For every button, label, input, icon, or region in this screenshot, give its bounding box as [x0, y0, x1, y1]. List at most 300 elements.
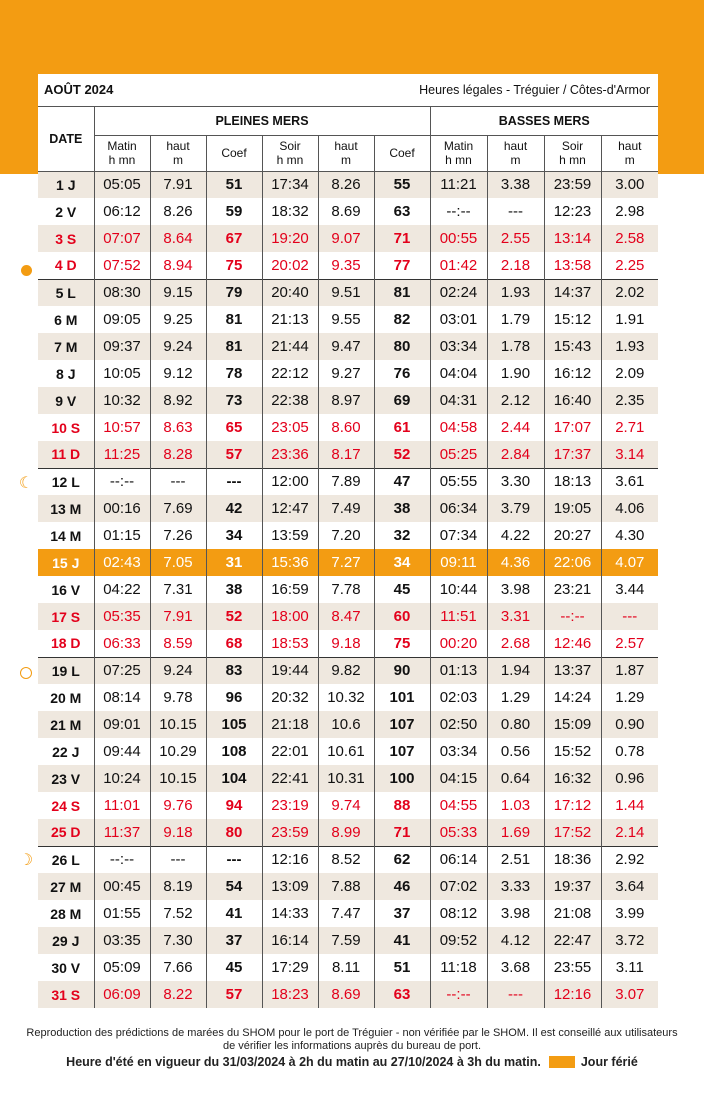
high-am-coef: ---: [206, 846, 262, 873]
high-am-time: 02:43: [94, 549, 150, 576]
high-pm-coef: 62: [374, 846, 430, 873]
date-cell: 1 J: [56, 176, 76, 193]
table-row: [38, 387, 658, 414]
disclaimer-text: Reproduction des prédictions de marées du SHOM pour le port de Tréguier - non vérifiée par le SHOM. Il est conseillé aux utilisateurs de vérifier les informations auprès du bureau de port.: [26, 1027, 678, 1052]
date-cell: 17 S: [51, 608, 81, 625]
low-am-time: 10:44: [430, 576, 487, 603]
low-pm-height: 3.11: [601, 954, 658, 981]
high-pm-height: 7.88: [318, 873, 374, 900]
low-am-time: 02:50: [430, 711, 487, 738]
table-row: [38, 819, 658, 846]
high-pm-time: 21:44: [262, 333, 318, 360]
table-row: [38, 252, 658, 279]
high-pm-height: 8.69: [318, 198, 374, 225]
low-pm-height: 2.71: [601, 414, 658, 441]
high-am-time: 05:09: [94, 954, 150, 981]
high-am-coef: 42: [206, 495, 262, 522]
table-row: [38, 414, 658, 441]
low-pm-time: 18:13: [544, 468, 601, 495]
high-am-coef: ---: [206, 468, 262, 495]
high-am-height: 9.15: [150, 279, 206, 306]
date-cell: 4 D: [54, 257, 77, 274]
high-pm-time: 13:59: [262, 522, 318, 549]
high-pm-coef: 101: [374, 684, 430, 711]
high-pm-time: 23:59: [262, 819, 318, 846]
high-pm-coef: 82: [374, 306, 430, 333]
date-cell: 26 L: [38, 846, 94, 873]
high-am-time: 06:12: [94, 198, 150, 225]
low-am-height: 1.69: [487, 819, 544, 846]
low-pm-height: 1.44: [601, 792, 658, 819]
table-row: [38, 954, 658, 981]
high-am-coef: 57: [206, 441, 262, 468]
low-pm-time: 16:12: [544, 360, 601, 387]
high-am-time: 09:37: [94, 333, 150, 360]
low-am-height: 2.12: [487, 387, 544, 414]
col-high-pm-coef: Coef: [374, 135, 430, 171]
table-row: [38, 441, 658, 468]
low-am-time: 11:51: [430, 603, 487, 630]
table-row: [38, 576, 658, 603]
high-pm-time: 12:16: [262, 846, 318, 873]
low-pm-height: 3.07: [601, 981, 658, 1008]
high-am-time: 09:01: [94, 711, 150, 738]
high-pm-time: 18:00: [262, 603, 318, 630]
low-pm-time: 17:52: [544, 819, 601, 846]
high-am-height: 7.91: [150, 603, 206, 630]
high-pm-time: 16:14: [262, 927, 318, 954]
low-am-height: 3.98: [487, 576, 544, 603]
low-am-height: 1.79: [487, 306, 544, 333]
date-cell: 7 M: [54, 338, 78, 355]
table-row: [38, 981, 658, 1008]
high-am-coef: 79: [206, 279, 262, 306]
high-pm-coef: 46: [374, 873, 430, 900]
low-pm-time: 12:16: [544, 981, 601, 1008]
high-pm-height: 8.11: [318, 954, 374, 981]
high-am-coef: 104: [206, 765, 262, 792]
high-pm-height: 9.55: [318, 306, 374, 333]
col-high-am-time: Matin h mn: [94, 135, 150, 171]
low-pm-height: 3.14: [601, 441, 658, 468]
date-cell: 12 L: [38, 468, 94, 495]
low-am-height: 4.36: [487, 549, 544, 576]
high-am-time: 11:37: [94, 819, 150, 846]
date-cell: 8 J: [56, 365, 76, 382]
high-am-coef: 108: [206, 738, 262, 765]
high-am-height: 9.76: [150, 792, 206, 819]
date-cell: 16 V: [51, 581, 81, 598]
col-high-am-coef: Coef: [206, 135, 262, 171]
low-am-time: 11:21: [430, 171, 487, 198]
high-am-time: 10:05: [94, 360, 150, 387]
col-high-am-height: haut m: [150, 135, 206, 171]
table-row: [38, 792, 658, 819]
low-pm-height: 1.87: [601, 657, 658, 684]
col-low-pm-time: Soir h mn: [544, 135, 601, 171]
low-pm-time: --:--: [544, 603, 601, 630]
high-am-height: 8.28: [150, 441, 206, 468]
high-am-coef: 59: [206, 198, 262, 225]
high-am-height: 7.91: [150, 171, 206, 198]
low-am-height: 0.64: [487, 765, 544, 792]
high-pm-height: 8.47: [318, 603, 374, 630]
high-pm-time: 17:29: [262, 954, 318, 981]
low-pm-height: 2.58: [601, 225, 658, 252]
low-pm-time: 14:24: [544, 684, 601, 711]
high-pm-height: 8.97: [318, 387, 374, 414]
low-am-height: 0.56: [487, 738, 544, 765]
low-pm-time: 15:43: [544, 333, 601, 360]
high-pm-time: 21:13: [262, 306, 318, 333]
low-pm-time: 23:59: [544, 171, 601, 198]
table-row: [38, 900, 658, 927]
table-row: [38, 657, 658, 684]
high-pm-time: 18:53: [262, 630, 318, 657]
high-pm-height: 8.17: [318, 441, 374, 468]
low-pm-height: 0.78: [601, 738, 658, 765]
low-am-height: 3.98: [487, 900, 544, 927]
low-pm-time: 23:21: [544, 576, 601, 603]
low-pm-time: 15:52: [544, 738, 601, 765]
high-am-time: --:--: [94, 468, 150, 495]
date-cell: 27 M: [50, 878, 82, 895]
tide-table: [38, 74, 658, 1008]
table-row: [38, 279, 658, 306]
high-pm-height: 7.47: [318, 900, 374, 927]
table-row: [38, 630, 658, 657]
low-am-time: 03:34: [430, 738, 487, 765]
date-cell: 2 V: [55, 203, 77, 220]
holiday-legend-label: Jour férié: [580, 1055, 638, 1069]
low-am-height: 2.44: [487, 414, 544, 441]
date-cell: 5 L: [38, 279, 94, 306]
summer-time-note: [20, 1055, 684, 1069]
table-row: [38, 765, 658, 792]
low-pm-height: 0.90: [601, 711, 658, 738]
high-pm-coef: 76: [374, 360, 430, 387]
high-pm-time: 22:38: [262, 387, 318, 414]
high-am-coef: 67: [206, 225, 262, 252]
high-pm-height: 9.74: [318, 792, 374, 819]
high-pm-time: 12:47: [262, 495, 318, 522]
high-am-time: 11:25: [94, 441, 150, 468]
table-row: [38, 495, 658, 522]
low-tide-group-header: BASSES MERS: [430, 106, 658, 135]
high-pm-coef: 69: [374, 387, 430, 414]
high-am-time: 07:52: [94, 252, 150, 279]
low-am-time: 04:55: [430, 792, 487, 819]
date-column-header: DATE: [38, 106, 94, 171]
low-pm-time: 23:55: [544, 954, 601, 981]
last-quarter-moon-icon: ☽: [18, 852, 34, 869]
low-pm-time: 17:12: [544, 792, 601, 819]
new-moon-icon: [18, 262, 34, 278]
low-am-time: --:--: [430, 981, 487, 1008]
low-am-height: 4.12: [487, 927, 544, 954]
table-row: [38, 549, 658, 576]
high-pm-time: 20:40: [262, 279, 318, 306]
table-row: [38, 522, 658, 549]
high-am-height: ---: [150, 846, 206, 873]
low-am-time: 09:52: [430, 927, 487, 954]
low-am-time: 05:33: [430, 819, 487, 846]
high-pm-time: 21:18: [262, 711, 318, 738]
high-pm-time: 17:34: [262, 171, 318, 198]
table-row: [38, 360, 658, 387]
date-cell: 9 V: [55, 392, 77, 409]
low-pm-time: 16:40: [544, 387, 601, 414]
high-pm-time: 20:02: [262, 252, 318, 279]
high-am-coef: 34: [206, 522, 262, 549]
high-am-coef: 105: [206, 711, 262, 738]
high-am-height: 10.29: [150, 738, 206, 765]
low-am-height: 1.94: [487, 657, 544, 684]
low-am-time: 05:55: [430, 468, 487, 495]
high-pm-time: 15:36: [262, 549, 318, 576]
high-am-time: 05:35: [94, 603, 150, 630]
low-am-height: 2.84: [487, 441, 544, 468]
low-pm-time: 13:58: [544, 252, 601, 279]
table-row: [38, 603, 658, 630]
low-am-time: 03:01: [430, 306, 487, 333]
high-am-height: 8.59: [150, 630, 206, 657]
high-am-height: 9.24: [150, 333, 206, 360]
low-am-height: 3.79: [487, 495, 544, 522]
low-am-height: ---: [487, 198, 544, 225]
high-pm-time: 18:32: [262, 198, 318, 225]
high-am-coef: 45: [206, 954, 262, 981]
low-am-height: 3.68: [487, 954, 544, 981]
low-pm-height: 2.25: [601, 252, 658, 279]
low-pm-height: 2.35: [601, 387, 658, 414]
high-pm-coef: 45: [374, 576, 430, 603]
high-am-coef: 38: [206, 576, 262, 603]
month-title: AOÛT 2024: [38, 74, 206, 106]
high-am-time: 09:05: [94, 306, 150, 333]
low-am-time: 02:24: [430, 279, 487, 306]
table-row: [38, 306, 658, 333]
low-am-time: 07:34: [430, 522, 487, 549]
high-pm-coef: 51: [374, 954, 430, 981]
high-am-height: 8.64: [150, 225, 206, 252]
low-pm-time: 13:14: [544, 225, 601, 252]
high-pm-coef: 80: [374, 333, 430, 360]
high-am-height: 9.78: [150, 684, 206, 711]
low-pm-time: 19:05: [544, 495, 601, 522]
low-pm-height: 2.98: [601, 198, 658, 225]
high-pm-coef: 71: [374, 819, 430, 846]
high-pm-height: 7.89: [318, 468, 374, 495]
high-am-height: 7.52: [150, 900, 206, 927]
low-am-time: 09:11: [430, 549, 487, 576]
high-am-time: 07:25: [94, 657, 150, 684]
high-pm-height: 8.52: [318, 846, 374, 873]
low-am-height: 1.90: [487, 360, 544, 387]
date-cell: 14 M: [50, 527, 82, 544]
low-am-time: 00:20: [430, 630, 487, 657]
high-pm-time: 19:20: [262, 225, 318, 252]
date-cell: 19 L: [38, 657, 94, 684]
high-am-time: 00:16: [94, 495, 150, 522]
high-am-time: 11:01: [94, 792, 150, 819]
high-am-height: 9.24: [150, 657, 206, 684]
low-pm-time: 13:37: [544, 657, 601, 684]
low-pm-height: 0.96: [601, 765, 658, 792]
low-pm-height: 1.91: [601, 306, 658, 333]
table-row: [38, 738, 658, 765]
low-am-time: 07:02: [430, 873, 487, 900]
high-pm-time: 23:19: [262, 792, 318, 819]
low-am-height: 3.30: [487, 468, 544, 495]
high-pm-height: 10.61: [318, 738, 374, 765]
date-cell: 22 J: [52, 743, 80, 760]
high-am-coef: 52: [206, 603, 262, 630]
high-pm-coef: 77: [374, 252, 430, 279]
high-pm-coef: 60: [374, 603, 430, 630]
high-am-height: 10.15: [150, 711, 206, 738]
low-pm-time: 15:09: [544, 711, 601, 738]
low-am-time: 08:12: [430, 900, 487, 927]
col-high-pm-height: haut m: [318, 135, 374, 171]
high-pm-time: 23:05: [262, 414, 318, 441]
high-pm-coef: 41: [374, 927, 430, 954]
date-cell: 20 M: [50, 689, 82, 706]
location-label: Heures légales - Tréguier / Côtes-d'Armor: [206, 74, 658, 106]
low-am-time: 01:42: [430, 252, 487, 279]
low-am-time: 04:04: [430, 360, 487, 387]
high-pm-coef: 81: [374, 279, 430, 306]
first-quarter-moon-icon: ☾: [18, 475, 34, 492]
low-pm-height: 2.92: [601, 846, 658, 873]
low-pm-height: 3.00: [601, 171, 658, 198]
low-pm-height: 3.99: [601, 900, 658, 927]
high-pm-coef: 52: [374, 441, 430, 468]
table-row: [38, 873, 658, 900]
high-am-time: 10:32: [94, 387, 150, 414]
high-am-height: ---: [150, 468, 206, 495]
high-pm-time: 23:36: [262, 441, 318, 468]
low-pm-time: 20:27: [544, 522, 601, 549]
high-am-time: 09:44: [94, 738, 150, 765]
high-pm-coef: 34: [374, 549, 430, 576]
high-pm-time: 19:44: [262, 657, 318, 684]
high-pm-height: 7.78: [318, 576, 374, 603]
high-am-height: 8.26: [150, 198, 206, 225]
high-pm-coef: 100: [374, 765, 430, 792]
high-am-coef: 73: [206, 387, 262, 414]
date-cell: 21 M: [50, 716, 82, 733]
date-cell: 29 J: [52, 932, 80, 949]
high-am-height: 7.30: [150, 927, 206, 954]
date-cell: 30 V: [51, 959, 81, 976]
low-am-time: 04:58: [430, 414, 487, 441]
low-pm-height: 3.61: [601, 468, 658, 495]
col-low-pm-height: haut m: [601, 135, 658, 171]
high-am-coef: 57: [206, 981, 262, 1008]
high-am-time: 07:07: [94, 225, 150, 252]
high-am-height: 10.15: [150, 765, 206, 792]
high-pm-height: 9.18: [318, 630, 374, 657]
high-am-coef: 81: [206, 333, 262, 360]
low-am-height: 3.31: [487, 603, 544, 630]
date-cell: 13 M: [50, 500, 82, 517]
high-am-height: 8.22: [150, 981, 206, 1008]
high-am-coef: 65: [206, 414, 262, 441]
low-pm-height: 4.07: [601, 549, 658, 576]
high-pm-height: 9.35: [318, 252, 374, 279]
high-pm-time: 22:12: [262, 360, 318, 387]
high-am-time: 06:33: [94, 630, 150, 657]
low-pm-height: 3.72: [601, 927, 658, 954]
high-pm-height: 10.6: [318, 711, 374, 738]
high-pm-coef: 37: [374, 900, 430, 927]
high-pm-height: 8.69: [318, 981, 374, 1008]
high-am-coef: 78: [206, 360, 262, 387]
high-pm-time: 13:09: [262, 873, 318, 900]
low-pm-time: 16:32: [544, 765, 601, 792]
high-am-time: 06:09: [94, 981, 150, 1008]
low-am-height: 2.18: [487, 252, 544, 279]
high-pm-coef: 61: [374, 414, 430, 441]
low-pm-height: 1.29: [601, 684, 658, 711]
high-pm-height: 8.60: [318, 414, 374, 441]
low-am-time: 04:15: [430, 765, 487, 792]
table-row: [38, 171, 658, 198]
high-am-coef: 81: [206, 306, 262, 333]
date-cell: 23 V: [51, 770, 81, 787]
low-pm-height: 1.93: [601, 333, 658, 360]
high-pm-coef: 71: [374, 225, 430, 252]
low-pm-time: 21:08: [544, 900, 601, 927]
high-pm-height: 7.20: [318, 522, 374, 549]
low-am-time: 00:55: [430, 225, 487, 252]
high-pm-coef: 63: [374, 198, 430, 225]
low-am-time: 06:14: [430, 846, 487, 873]
table-row: [38, 198, 658, 225]
low-pm-time: 22:06: [544, 549, 601, 576]
high-am-time: 00:45: [94, 873, 150, 900]
low-am-height: 2.55: [487, 225, 544, 252]
high-am-coef: 94: [206, 792, 262, 819]
high-am-coef: 54: [206, 873, 262, 900]
low-am-height: 0.80: [487, 711, 544, 738]
high-pm-height: 8.26: [318, 171, 374, 198]
high-pm-time: 16:59: [262, 576, 318, 603]
high-am-coef: 80: [206, 819, 262, 846]
high-pm-coef: 47: [374, 468, 430, 495]
high-pm-coef: 107: [374, 738, 430, 765]
low-am-height: ---: [487, 981, 544, 1008]
high-pm-height: 9.51: [318, 279, 374, 306]
low-pm-time: 15:12: [544, 306, 601, 333]
high-am-time: 08:14: [94, 684, 150, 711]
high-am-time: 08:30: [94, 279, 150, 306]
date-cell: 24 S: [51, 797, 81, 814]
high-pm-height: 9.27: [318, 360, 374, 387]
high-pm-coef: 55: [374, 171, 430, 198]
low-pm-height: 2.02: [601, 279, 658, 306]
high-am-time: 04:22: [94, 576, 150, 603]
high-pm-height: 7.27: [318, 549, 374, 576]
high-am-height: 8.63: [150, 414, 206, 441]
high-pm-height: 9.47: [318, 333, 374, 360]
high-am-coef: 75: [206, 252, 262, 279]
high-am-time: --:--: [94, 846, 150, 873]
high-pm-height: 7.49: [318, 495, 374, 522]
high-am-time: 10:24: [94, 765, 150, 792]
high-pm-time: 18:23: [262, 981, 318, 1008]
